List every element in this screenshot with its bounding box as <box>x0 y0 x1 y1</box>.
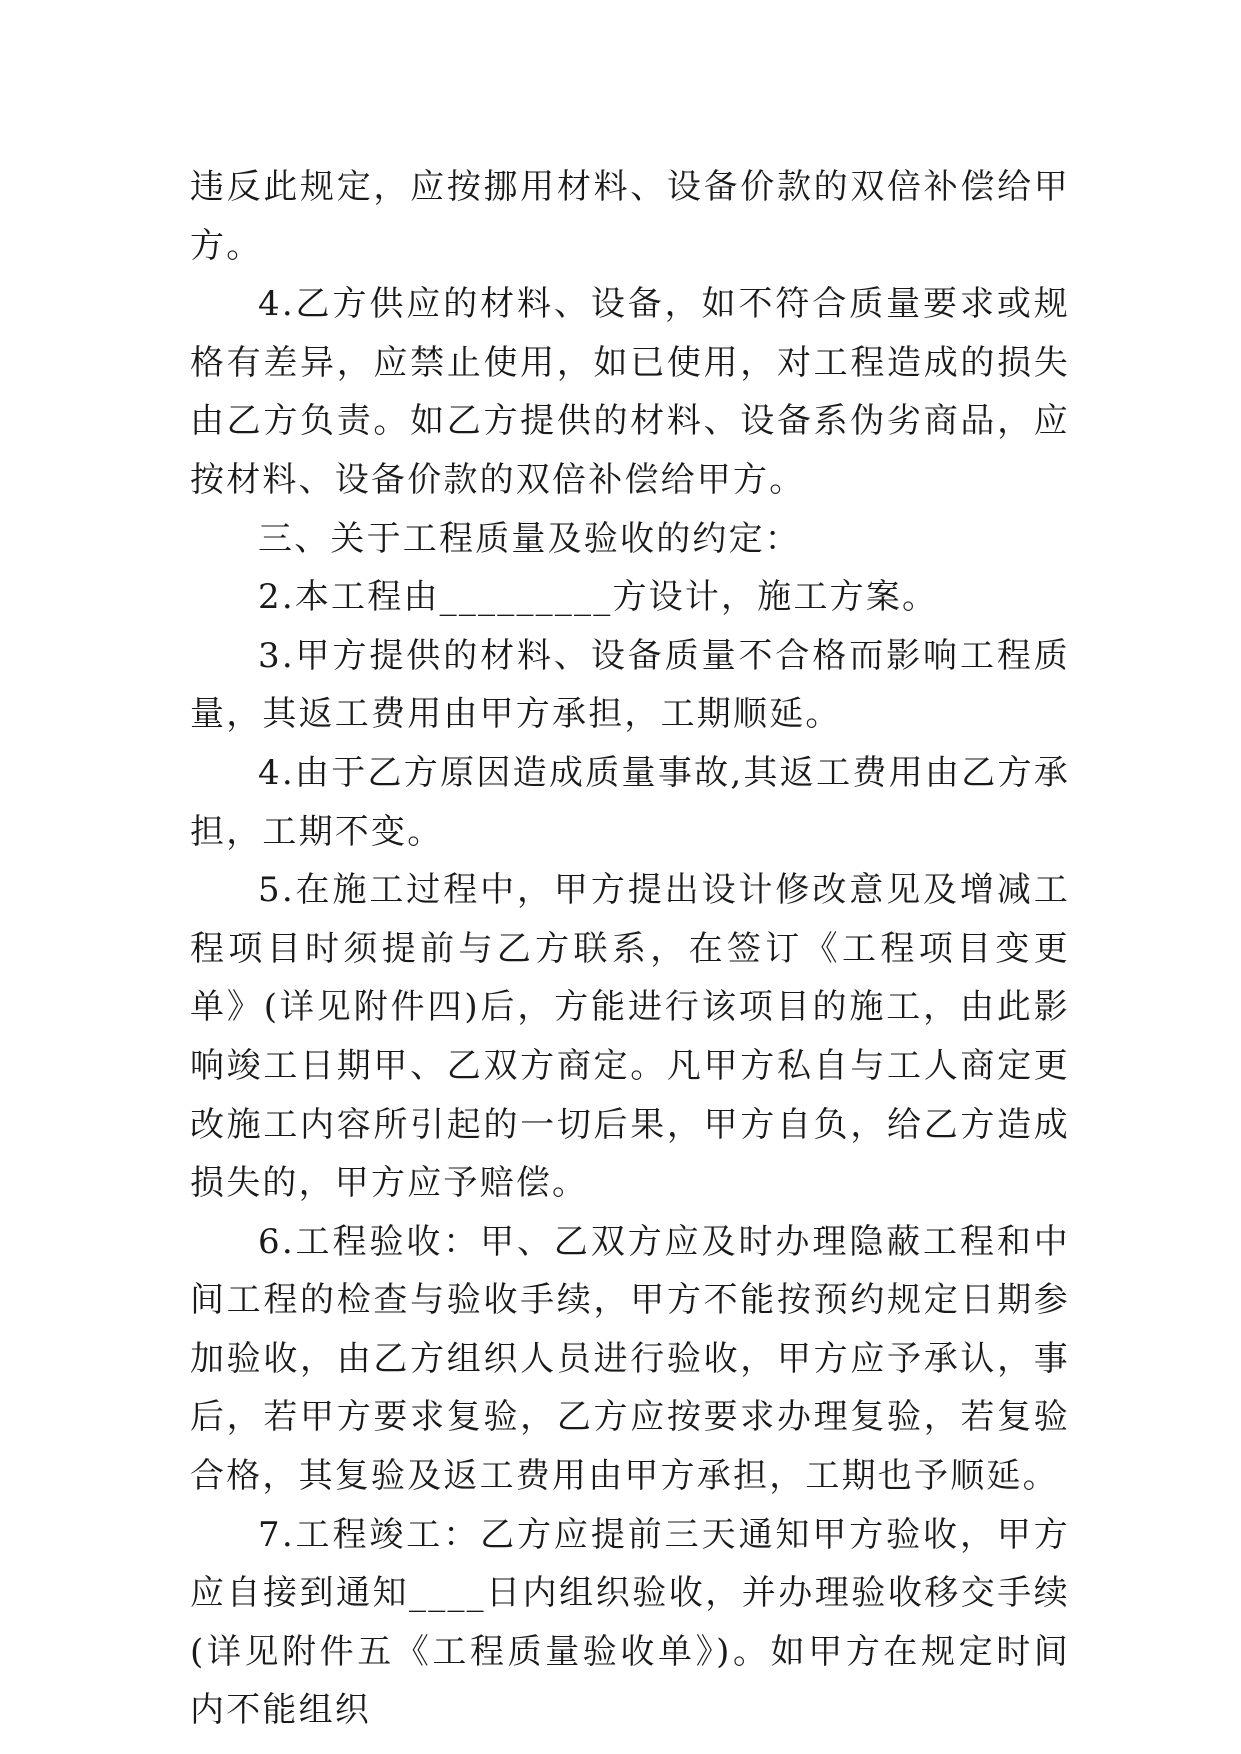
paragraph-continuation: 违反此规定，应按挪用材料、设备价款的双倍补偿给甲方。 <box>190 167 1070 266</box>
paragraph-clause-3-rework: 3.甲方提供的材料、设备质量不合格而影响工程质量，其返工费用由甲方承担，工期顺延。 <box>190 635 1070 735</box>
document-body <box>190 158 1070 1740</box>
paragraph-clause-5-changes: 5.在施工过程中，甲方提出设计修改意见及增减工程项目时须提前与乙方联系，在签订《工程项目变更单》(详见附件四)后，方能进行该项目的施工，由此影响竣工日期甲、乙双方商定。凡甲方私自与工人商定更改施工内容所引起的一切后果，甲方自负，给乙方造成损失的，甲方应予赔偿。 <box>190 870 1070 1204</box>
paragraph-clause-6-inspection: 6.工程验收：甲、乙双方应及时办理隐蔽工程和中间工程的检查与验收手续，甲方不能按预约规定日期参加验收，由乙方组织人员进行验收，甲方应予承认，事后，若甲方要求复验，乙方应按要求办理复验，若复验合格，其复验及返工费用由甲方承担，工期也予顺延。 <box>190 1221 1070 1497</box>
paragraph-clause-2-design: 2.本工程由_________方设计，施工方案。 <box>258 577 939 618</box>
paragraph-clause-7-completion: 7.工程竣工：乙方应提前三天通知甲方验收，甲方应自接到通知____日内组织验收，并办理验收移交手续(详见附件五《工程质量验收单》)。如甲方在规定时间内不能组织 <box>190 1514 1070 1731</box>
paragraph-clause-4-materials: 4.乙方供应的材料、设备，如不符合质量要求或规格有差异，应禁止使用，如已使用，对工程造成的损失由乙方负责。如乙方提供的材料、设备系伪劣商品，应按材料、设备价款的双倍补偿给甲方。 <box>190 284 1070 500</box>
section-heading-quality-acceptance: 三、关于工程质量及验收的约定： <box>258 518 801 559</box>
paragraph-clause-4-accident: 4.由于乙方原因造成质量事故,其返工费用由乙方承担，工期不变。 <box>190 752 1070 852</box>
